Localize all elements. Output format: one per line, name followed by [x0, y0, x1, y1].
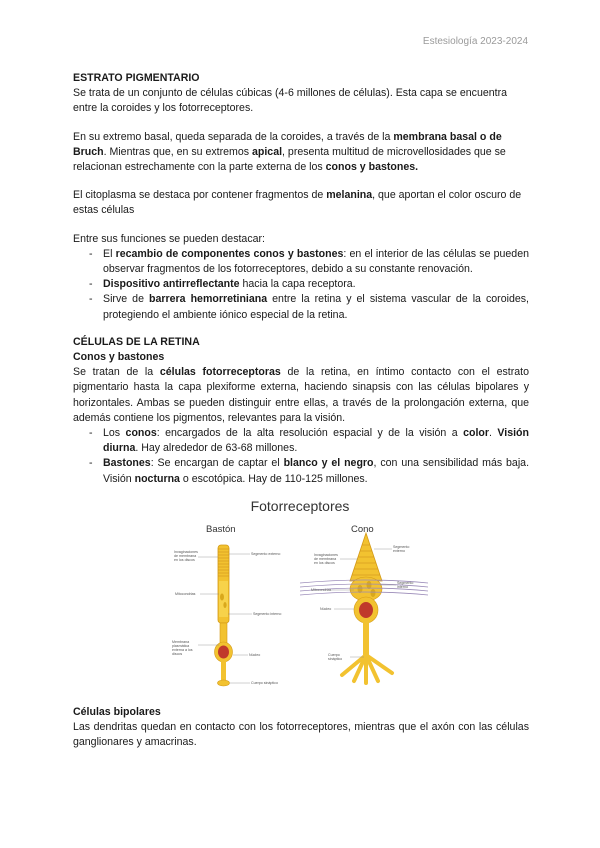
figure-title: Fotorreceptores	[250, 497, 350, 514]
list-item: - Los conos: encargados de la alta resolución espacial y de la visión a color. Visión diurna. Hay alrededor de 63-68 millones.	[73, 426, 529, 456]
figure-annotation: Membrana plasmática externa a los discos	[172, 639, 193, 656]
figure-annotation: Segmento externo	[393, 544, 410, 553]
figure-annotation: Cuerpo sináptico	[251, 680, 278, 685]
figure-annotation: Invaginaciones de membrana en los discos	[314, 552, 338, 565]
document-body	[73, 71, 529, 750]
figure-annotation: Invaginaciones de membrana en los discos	[174, 549, 198, 562]
funciones-intro: Entre sus funciones se pueden destacar:	[73, 232, 265, 245]
fotorreceptores-list	[73, 426, 529, 487]
list-item: - Sirve de barrera hemorretiniana entre la retina y el sistema vascular de la coroides, protegiendo el ambiente iónico especial de la retina.	[73, 292, 529, 322]
fotorreceptores-figure	[170, 497, 430, 691]
pigmentario-intro: Se trata de un conjunto de células cúbicas (4-6 millones de células). Esta capa se encuentra entre la coroides y los fotorreceptores.	[73, 87, 508, 115]
list-item: - Bastones: Se encargan de captar el blanco y el negro, con una sensibilidad más baja. Visión nocturna o escotópica. Hay de 110-125 millones.	[73, 456, 529, 486]
bipolares-text: Las dendritas quedan en contacto con los fotorreceptores, mientras que el axón con las células ganglionares y amacrinas.	[73, 721, 529, 749]
list-item: - Dispositivo antirreflectante hacia la capa receptora.	[73, 277, 529, 292]
funciones-list	[73, 247, 529, 323]
figure-annotation: Segmento externo	[251, 551, 281, 556]
course-header: Estesiología 2023-2024	[422, 36, 528, 47]
figure-annotation: Segmento interno	[253, 611, 282, 616]
cone-label: Cono	[351, 523, 374, 535]
conos-text: Se tratan de la células fotorreceptoras de la retina, en íntimo contacto con el estrato pigmentario hasta la capa plexiforme externa, haciendo sinapsis con las células bipolares y horizontales. Ambas se pueden distinguir entre ellas, a través de la prolongación externa, que además contiene los pigmentos, relevantes para la visión.	[73, 366, 529, 424]
figure-annotation: Cuerpo sináptico	[328, 652, 343, 661]
section-title-retina: CÉLULAS DE LA RETINA	[73, 335, 200, 348]
subsection-title-conos: Conos y bastones	[73, 351, 165, 364]
figure-annotation: Núcleo	[320, 606, 332, 611]
subsection-title-bipolares: Células bipolares	[73, 705, 161, 718]
figure-annotation: Mitocondrias	[175, 591, 196, 596]
rod-label: Bastón	[206, 523, 236, 535]
figure-annotation: Núcleo	[249, 652, 261, 657]
figure-annotation: Segmento interno	[397, 580, 414, 589]
section-title-pigmentario: ESTRATO PIGMENTARIO	[73, 72, 200, 84]
figure-annotation: Mitocondrias	[311, 587, 332, 592]
pigmentario-citoplasma: El citoplasma se destaca por contener fragmentos de melanina, que aportan el color oscuro de estas células	[73, 189, 522, 217]
rod-illustration	[198, 545, 252, 686]
list-item: - El recambio de componentes conos y bastones: en el interior de las células se pueden observar fragmentos de los fotorreceptores, debido a su constante renovación.	[73, 247, 529, 277]
pigmentario-basal: En su extremo basal, queda separada de la coroides, a través de la membrana basal o de Bruch. Mientras que, en su extremos apical, presenta multitud de microvellosidades que se relacionan estrechamente con la parte externa de los conos y bastones.	[73, 130, 506, 174]
